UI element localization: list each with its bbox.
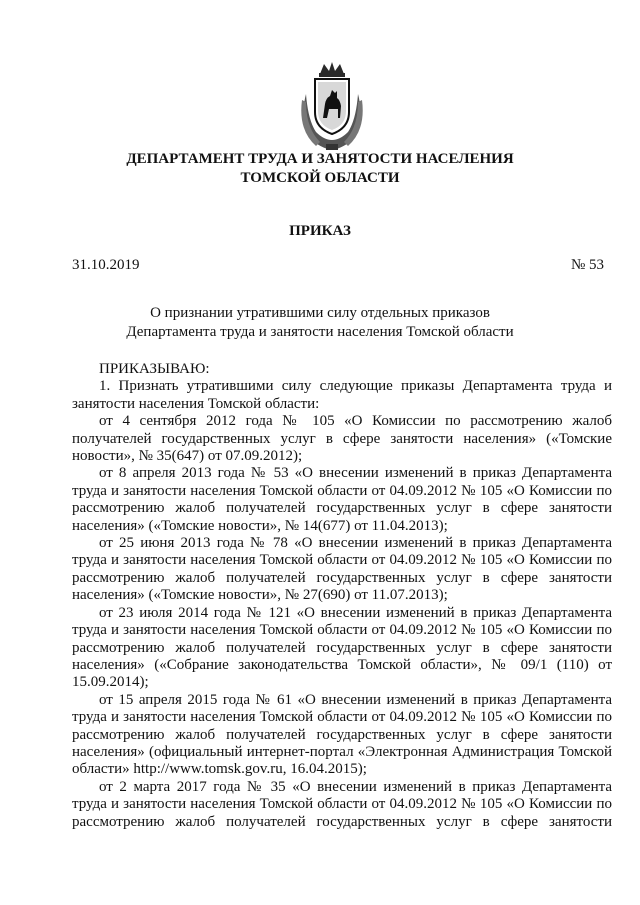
document-body — [72, 361, 612, 831]
department-name-line1: ДЕПАРТАМЕНТ ТРУДА И ЗАНЯТОСТИ НАСЕЛЕНИЯ — [126, 151, 514, 167]
orders-keyword: ПРИКАЗЫВАЮ: — [99, 361, 210, 377]
coat-of-arms-emblem — [296, 60, 368, 156]
document-type: ПРИКАЗ — [289, 223, 351, 239]
body-paragraph: от 2 марта 2017 года № 35 «О внесении изменений в приказ Департамента труда и занятости населения Томской области от 04.09.2012 № 105 «О Комиссии по рассмотрению жалоб получателей государственных услуг в сфере занятости — [72, 778, 612, 830]
subject-line1: О признании утратившими силу отдельных приказов — [150, 305, 490, 321]
document-date: 31.10.2019 — [72, 257, 140, 273]
document-subject — [80, 304, 560, 341]
body-paragraph: от 15 апреля 2015 года № 61 «О внесении изменений в приказ Департамента труда и занятости населения Томской области от 04.09.2012 № 105 «О Комиссии по рассмотрению жалоб получателей государственных услуг в сфере занятости населения» (официальный интернет-портал «Электронная Администрация Томской области» http://www.tomsk.gov.ru, 16.04.2015); — [72, 691, 612, 778]
department-name-line2: ТОМСКОЙ ОБЛАСТИ — [240, 170, 400, 186]
document-number: № 53 — [570, 257, 604, 273]
body-paragraph: от 8 апреля 2013 года № 53 «О внесении изменений в приказ Департамента труда и занятости населения Томской области от 04.09.2012 № 105 «О Комиссии по рассмотрению жалоб получателей государственных услуг в сфере занятости населения» («Томские новости», № 14(677) от 11.04.2013); — [72, 465, 612, 534]
body-paragraph: от 25 июня 2013 года № 78 «О внесении изменений в приказ Департамента труда и занятости населения Томской области от 04.09.2012 № 105 «О Комиссии по рассмотрению жалоб получателей государственных услуг в сфере занятости населения» («Томские новости», № 27(690) от 11.07.2013); — [72, 535, 612, 604]
department-name — [80, 150, 560, 188]
subject-line2: Департамента труда и занятости населения Томской области — [126, 323, 514, 340]
body-paragraph: от 23 июля 2014 года № 121 «О внесении изменений в приказ Департамента труда и занятости населения Томской области от 04.09.2012 № 105 «О Комиссии по рассмотрению жалоб получателей государственных услуг в сфере занятости населения» («Собрание законодательства Томской области», № 09/1 (110) от 15.09.2014); — [72, 604, 612, 691]
body-paragraph: 1. Признать утратившими силу следующие приказы Департамента труда и занятости населения Томской области: — [72, 378, 612, 412]
body-paragraph: от 4 сентября 2012 года № 105 «О Комиссии по рассмотрению жалоб получателей государственных услуг в сфере занятости населения» («Томские новости», № 35(647) от 07.09.2012); — [72, 413, 612, 465]
